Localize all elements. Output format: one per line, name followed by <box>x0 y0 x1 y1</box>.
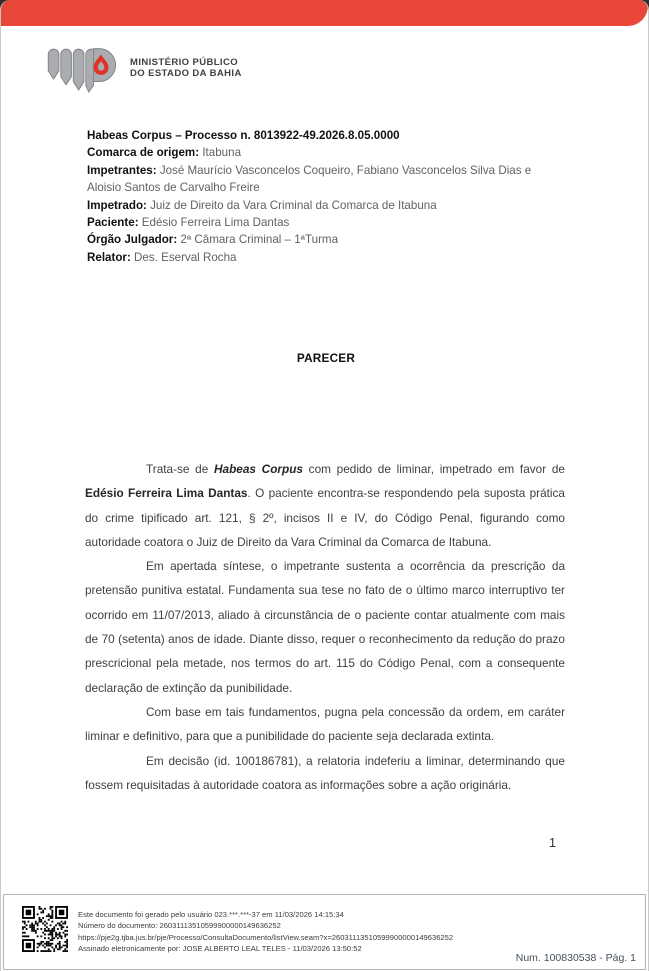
case-info-field-label: Comarca de origem: <box>87 146 200 160</box>
case-info <box>87 127 565 266</box>
case-info-field-value: Juiz de Direito da Vara Criminal da Comarca de Itabuna <box>146 198 437 212</box>
case-info-field <box>87 214 565 231</box>
case-info-field-value: Itabuna <box>199 146 242 160</box>
footer-lines <box>78 909 453 955</box>
footer-generated-line: Este documento foi gerado pelo usuário 023.***.***-37 em 11/03/2026 14:15:34 <box>78 910 344 919</box>
case-info-field-value: José Maurício Vasconcelos Coqueiro, Fabiano Vasconcelos Silva Dias e Aloisio Santos de Carvalho Freire <box>87 163 532 195</box>
footer-verification-url: https://pje2g.tjba.jus.br/pje/Processo/ConsultaDocumento/listView.seam?x=26031113510599900000149636252 <box>78 932 454 942</box>
org-name-line2: DO ESTADO DA BAHIA <box>130 68 242 79</box>
paragraph: Em apertada síntese, o impetrante sustenta a ocorrência da prescrição da pretensão punitiva estatal. Fundamenta sua tese no fato de o último marco interruptivo ter ocorrido em 11/07/2013, aliado à circunstância de o paciente contar atualmente com mais de 70 (setenta) anos de idade. Diante disso, requer o reconhecimento da redução do prazo prescricional pela metade, nos termos do art. 115 do Código Penal, com a consequente declaração de extinção da punibilidade. <box>85 559 565 695</box>
qr-code <box>22 904 68 954</box>
top-accent-bar <box>1 0 648 26</box>
case-info-field-value: Des. Eserval Rocha <box>130 250 237 264</box>
case-info-field-value: 2ª Câmara Criminal – 1ªTurma <box>177 233 339 247</box>
document-reference: Num. 100830538 - Pág. 1 <box>515 952 636 964</box>
case-info-field <box>87 144 565 161</box>
paragraph: Trata-se de Habeas Corpus com pedido de liminar, impetrado em favor de Edésio Ferreira Lima Dantas. O paciente encontra-se respondendo pela suposta prática do crime tipificado art. 121, § 2º, incisos II e IV, do Código Penal, figurando como autoridade coatora o Juiz de Direito da Vara Criminal da Comarca de Itabuna. <box>85 462 565 549</box>
org-name-line1: MINISTÉRIO PÚBLICO <box>130 56 239 68</box>
case-info-field <box>87 197 565 214</box>
org-name <box>130 57 242 80</box>
case-info-field-value: Edésio Ferreira Lima Dantas <box>138 216 290 230</box>
case-info-field-label: Relator: <box>87 250 131 264</box>
process-title: Habeas Corpus – Processo n. 8013922-49.2026.8.05.0000 <box>87 129 400 142</box>
org-header <box>45 41 242 93</box>
case-info-field-label: Impetrantes: <box>87 163 157 177</box>
case-info-field-label: Impetrado: <box>87 198 147 212</box>
signature-footer <box>3 894 646 970</box>
case-info-field <box>87 231 565 248</box>
case-info-field-label: Órgão Julgador: <box>87 233 178 247</box>
footer-signed-line: Assinado eletronicamente por: JOSE ALBERTO LEAL TELES - 11/03/2026 13:50:52 <box>78 944 362 954</box>
case-info-field-label: Paciente: <box>87 216 139 230</box>
document-body <box>85 457 565 797</box>
paragraph: Com base em tais fundamentos, pugna pela concessão da ordem, em caráter liminar e definitivo, para que a punibilidade do paciente seja declarada extinta. <box>85 704 565 744</box>
page-number: 1 <box>549 836 556 850</box>
mpba-logo <box>45 41 119 93</box>
case-info-field <box>87 249 565 266</box>
footer-document-number: Número do documento: 26031113510599900000149636252 <box>78 921 281 931</box>
case-info-field <box>87 162 565 197</box>
case-info-fields <box>87 144 565 266</box>
section-title: PARECER <box>296 351 356 365</box>
paragraph: Em decisão (id. 100186781), a relatoria indeferiu a liminar, determinando que fossem requisitadas à autoridade coatora as informações sobre a ação originária. <box>85 753 565 792</box>
